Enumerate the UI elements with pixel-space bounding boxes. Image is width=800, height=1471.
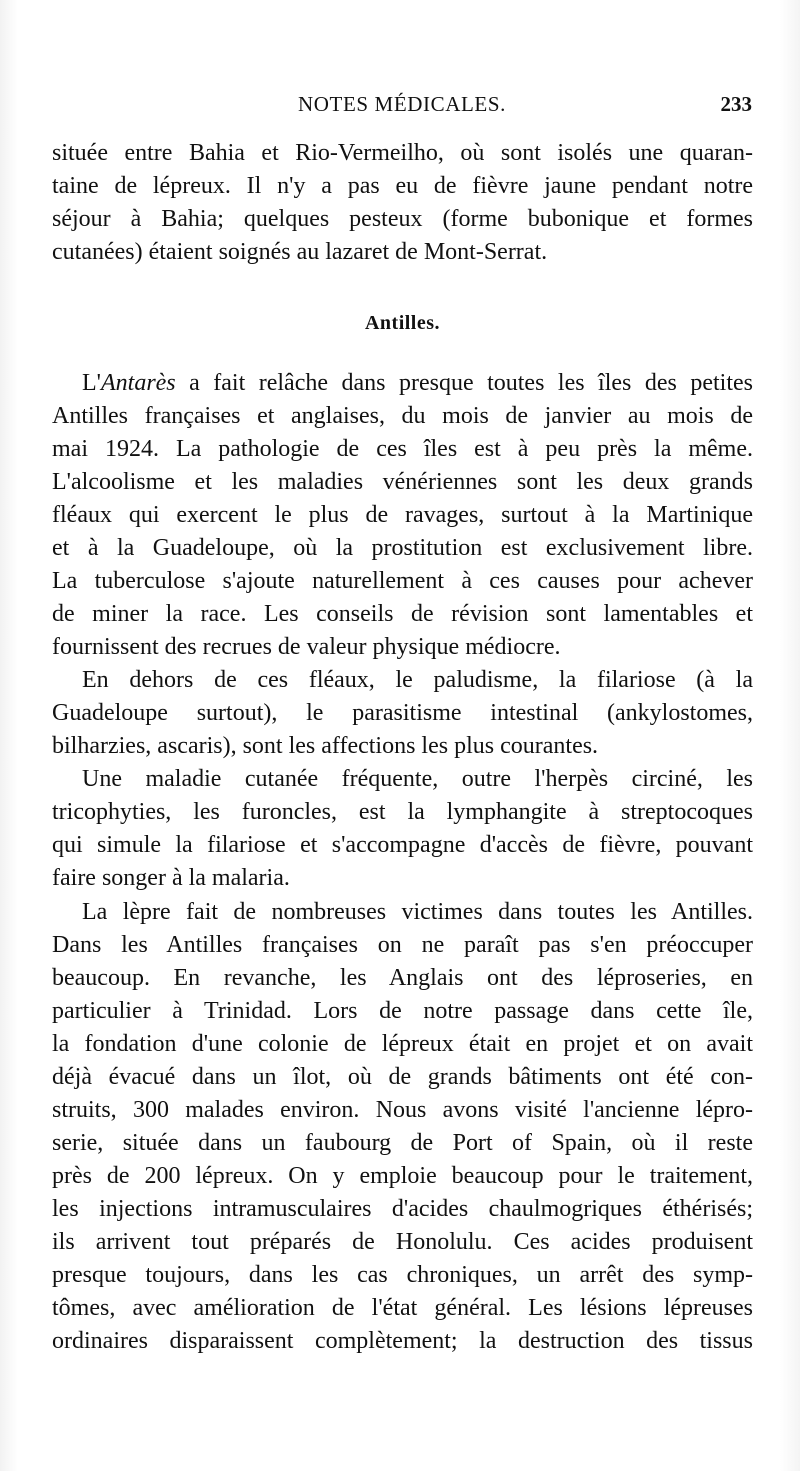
text-line: de miner la race. Les conseils de révision sont lamentables et bbox=[52, 601, 753, 627]
text-line: taine de lépreux. Il n'y a pas eu de fièvre jaune pendant notre bbox=[52, 173, 753, 199]
text-line: La tuberculose s'ajoute naturellement à ces causes pour achever bbox=[52, 568, 753, 594]
running-title: NOTES MÉDICALES. bbox=[298, 92, 506, 116]
text-line: séjour à Bahia; quelques pesteux (forme bubonique et formes bbox=[52, 206, 753, 232]
text-line: la fondation d'une colonie de lépreux était en projet et on avait bbox=[52, 1031, 753, 1057]
text-line: fléaux qui exercent le plus de ravages, surtout à la Martinique bbox=[52, 502, 753, 528]
text-line: ordinaires disparaissent complètement; la destruction des tissus bbox=[52, 1328, 753, 1354]
text-line: cutanées) étaient soignés au lazaret de Mont-Serrat. bbox=[52, 239, 548, 265]
text-fragment: L' bbox=[82, 370, 101, 396]
text-line: La lèpre fait de nombreuses victimes dans toutes les Antilles. bbox=[82, 899, 753, 925]
text-line: Guadeloupe surtout), le parasitisme intestinal (ankylostomes, bbox=[52, 700, 753, 726]
ship-name: Antarès bbox=[100, 370, 176, 396]
text-line: Une maladie cutanée fréquente, outre l'herpès circiné, les bbox=[82, 766, 753, 792]
text-line: ils arrivent tout préparés de Honolulu. Ces acides produisent bbox=[52, 1229, 753, 1255]
text-line: les injections intramusculaires d'acides chaulmogriques éthérisés; bbox=[52, 1196, 753, 1222]
text-line bbox=[82, 367, 753, 399]
text-line: près de 200 lépreux. On y emploie beaucoup pour le traitement, bbox=[52, 1163, 753, 1189]
section-heading: Antilles. bbox=[364, 312, 441, 334]
text-line: et à la Guadeloupe, où la prostitution est exclusivement libre. bbox=[52, 535, 753, 561]
text-line: située entre Bahia et Rio-Vermeilho, où sont isolés une quaran- bbox=[52, 140, 753, 166]
page-header bbox=[52, 92, 752, 122]
text-line: L'alcoolisme et les maladies vénériennes sont les deux grands bbox=[52, 469, 753, 495]
text-line: beaucoup. En revanche, les Anglais ont des léproseries, en bbox=[52, 965, 753, 991]
text-line: mai 1924. La pathologie de ces îles est à peu près la même. bbox=[52, 436, 753, 462]
text-line: qui simule la filariose et s'accompagne d'accès de fièvre, pouvant bbox=[52, 832, 753, 858]
text-line: fournissent des recrues de valeur physique médiocre. bbox=[52, 634, 561, 660]
text-line: tricophyties, les furoncles, est la lymphangite à streptocoques bbox=[52, 799, 753, 825]
text-line: déjà évacué dans un îlot, où de grands bâtiments ont été con- bbox=[52, 1064, 753, 1090]
page-number: 233 bbox=[720, 92, 752, 116]
text-line: particulier à Trinidad. Lors de notre passage dans cette île, bbox=[52, 998, 753, 1024]
text-line: Dans les Antilles françaises on ne paraît pas s'en préoccuper bbox=[52, 932, 753, 958]
text-line: struits, 300 malades environ. Nous avons visité l'ancienne lépro- bbox=[52, 1097, 753, 1123]
text-line: faire songer à la malaria. bbox=[52, 865, 290, 891]
text-line: presque toujours, dans les cas chroniques, un arrêt des symp- bbox=[52, 1262, 753, 1288]
text-fragment: a fait relâche dans presque toutes les îles des petites bbox=[175, 370, 753, 396]
text-line: Antilles françaises et anglaises, du mois de janvier au mois de bbox=[52, 403, 753, 429]
text-line: bilharzies, ascaris), sont les affections les plus courantes. bbox=[52, 733, 599, 759]
text-line: tômes, avec amélioration de l'état général. Les lésions lépreuses bbox=[52, 1295, 753, 1321]
text-line: En dehors de ces fléaux, le paludisme, la filariose (à la bbox=[82, 667, 753, 693]
text-line: serie, située dans un faubourg de Port of Spain, où il reste bbox=[52, 1130, 753, 1156]
